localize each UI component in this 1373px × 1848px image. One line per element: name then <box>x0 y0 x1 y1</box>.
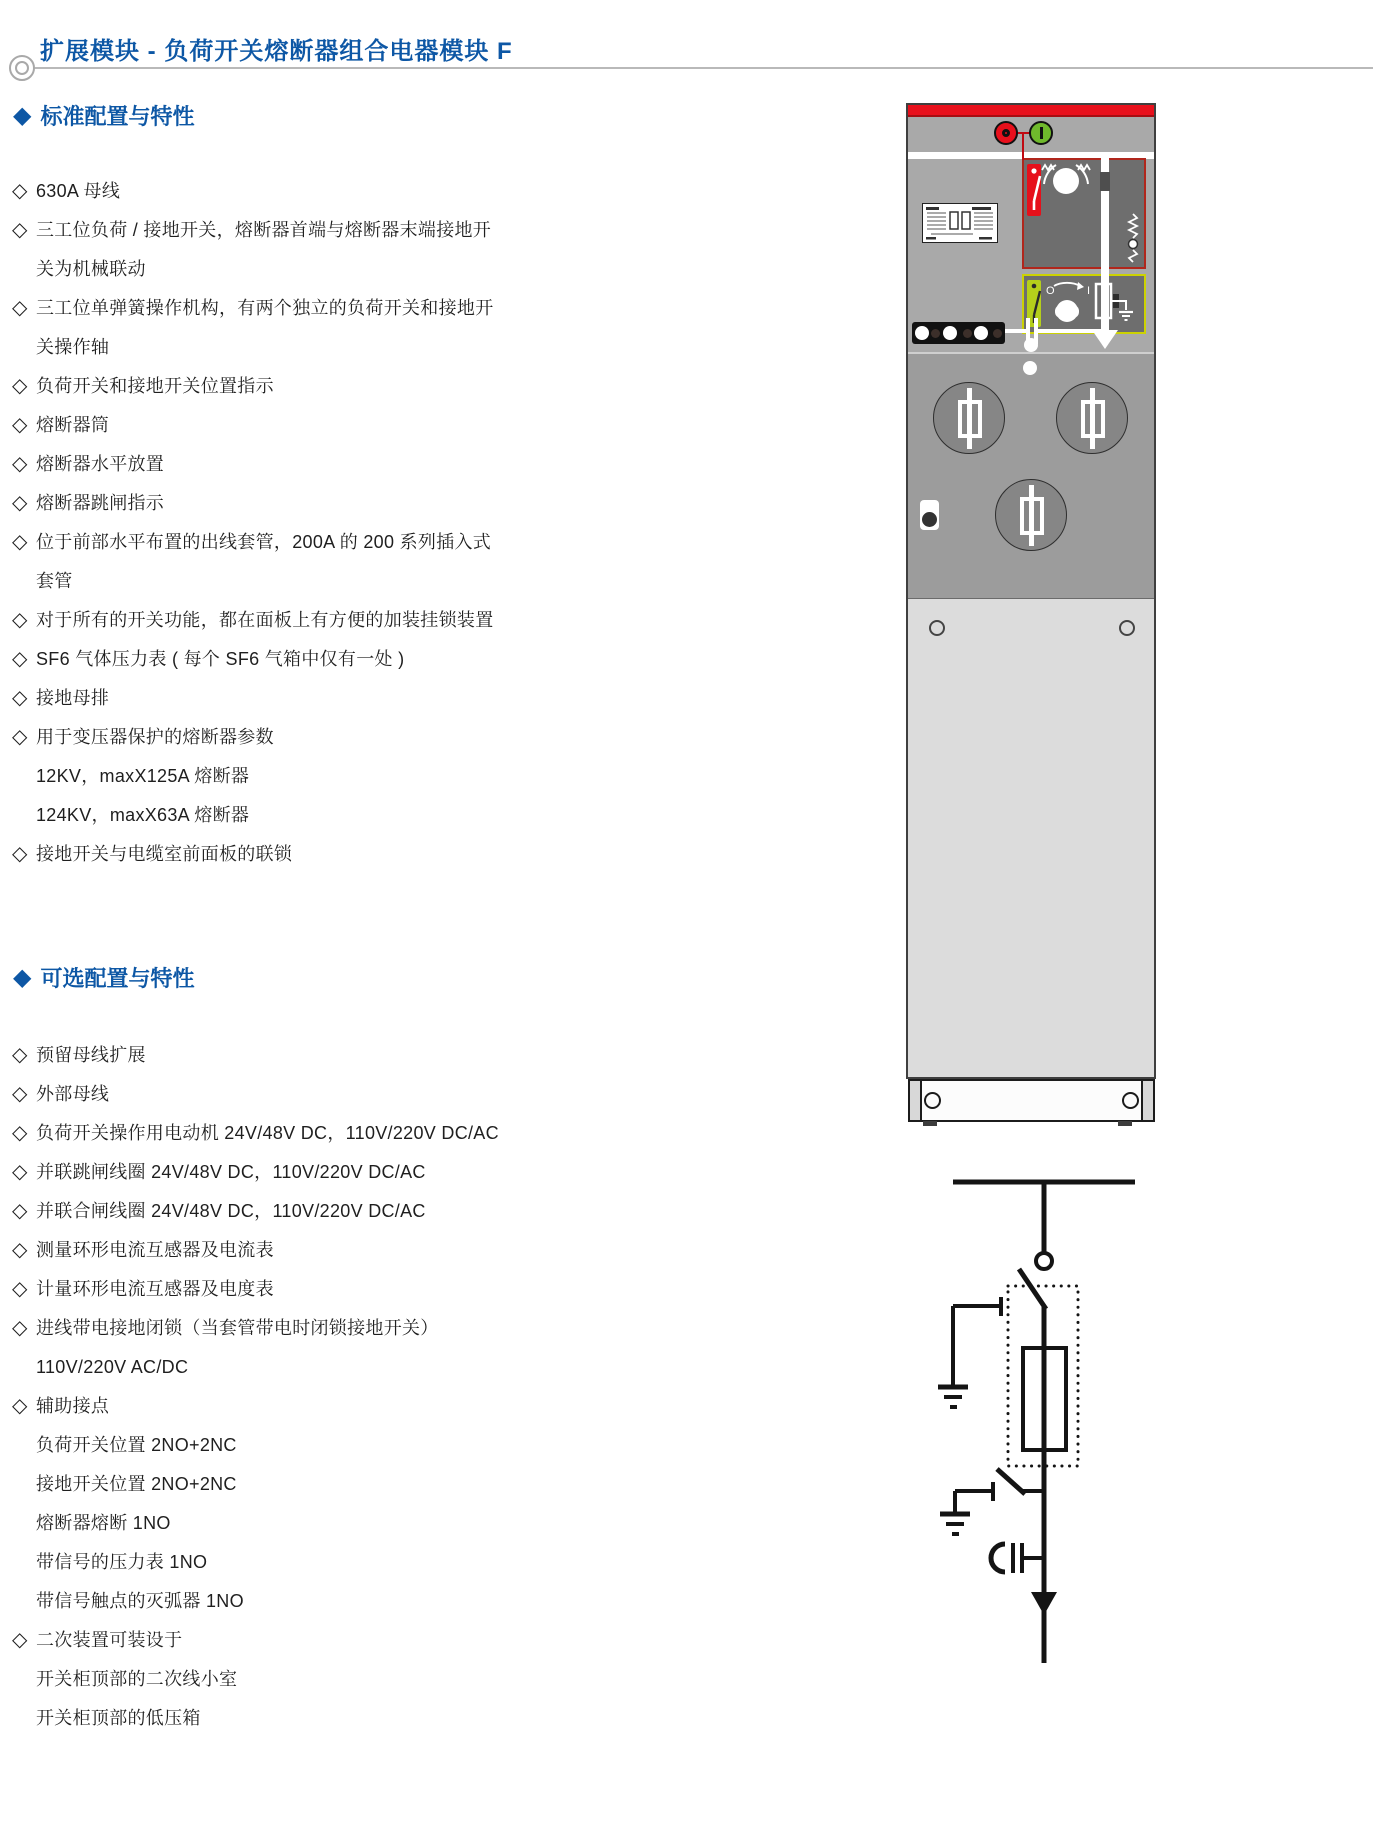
panel-hole <box>1023 361 1037 375</box>
base-right-foot <box>1141 1081 1153 1120</box>
list-item <box>12 1153 612 1192</box>
diamond-bullet <box>12 328 36 367</box>
list-item-text: 熔断器跳闸指示 <box>36 493 165 513</box>
single-line-circuit-diagram <box>930 1175 1160 1670</box>
list-item <box>12 640 612 679</box>
diamond-bullet <box>12 562 36 601</box>
list-item <box>12 757 612 796</box>
bushing-bolt-icon <box>963 329 972 338</box>
standard-feature-list <box>12 172 612 874</box>
diamond-bullet: ◇ <box>12 1161 28 1183</box>
base-hole-icon <box>924 1092 941 1109</box>
list-item <box>12 1270 612 1309</box>
list-item <box>12 1192 612 1231</box>
list-item-text: 套管 <box>36 571 73 591</box>
section-heading-text: 可选配置与特性 <box>40 966 195 991</box>
list-item <box>12 1465 612 1504</box>
diamond-bullet: ◇ <box>12 726 28 748</box>
list-item <box>12 211 612 250</box>
filled-diamond-icon: ◆ <box>13 964 32 991</box>
cabinet-red-top-bar <box>906 103 1156 117</box>
section-heading-standard <box>13 100 194 131</box>
diamond-bullet <box>12 1582 36 1621</box>
operating-shaft-hole <box>1053 168 1079 194</box>
filled-diamond-icon: ◆ <box>13 102 32 129</box>
list-item-text: 用于变压器保护的熔断器参数 <box>36 727 274 747</box>
list-item-text: 开关柜顶部的二次线小室 <box>36 1669 238 1689</box>
header-rule <box>30 67 1373 69</box>
list-item <box>12 1699 612 1738</box>
list-item <box>12 445 612 484</box>
diamond-bullet <box>12 1348 36 1387</box>
busbar-joint-marker <box>1100 172 1110 191</box>
close-pushbutton-bar <box>1040 127 1043 139</box>
cabinet-fuse-compartment <box>906 352 1156 598</box>
diamond-bullet: ◇ <box>12 843 28 865</box>
diamond-bullet: ◇ <box>12 492 28 514</box>
list-item-text: 开关柜顶部的低压箱 <box>36 1708 201 1728</box>
list-item-text: 124KV，maxX63A 熔断器 <box>36 805 250 825</box>
diamond-bullet: ◇ <box>12 1200 28 1222</box>
list-item-text: 进线带电接地闭锁（当套管带电时闭锁接地开关） <box>36 1318 439 1338</box>
list-item-text: 二次装置可装设于 <box>36 1630 183 1650</box>
list-item <box>12 562 612 601</box>
diamond-bullet: ◇ <box>12 1239 28 1261</box>
list-item <box>12 1621 612 1660</box>
load-break-switch-blade <box>1019 1269 1046 1309</box>
diamond-bullet: ◇ <box>12 687 28 709</box>
diamond-bullet: ◇ <box>12 219 28 241</box>
list-item <box>12 1426 612 1465</box>
rating-plate <box>922 203 998 243</box>
list-item-text: 计量环形电流互感器及电度表 <box>36 1279 274 1299</box>
list-item <box>12 1075 612 1114</box>
cabinet-lower-door <box>906 598 1156 1079</box>
diamond-bullet: ◇ <box>12 531 28 553</box>
earth-open-label: O <box>1046 285 1055 297</box>
list-item-text: 12KV，maxX125A 熔断器 <box>36 766 250 786</box>
list-item <box>12 1582 612 1621</box>
list-item <box>12 250 612 289</box>
list-item-text: 接地母排 <box>36 688 110 708</box>
voltage-indicator-dot <box>1024 338 1038 352</box>
diamond-bullet: ◇ <box>12 609 28 631</box>
switch-mimic-panel <box>1023 159 1145 268</box>
diamond-bullet: ◇ <box>12 1317 28 1339</box>
list-item <box>12 484 612 523</box>
optional-feature-list <box>12 1036 612 1738</box>
list-item <box>12 679 612 718</box>
base-hole-icon <box>1122 1092 1139 1109</box>
list-item <box>12 1231 612 1270</box>
bushing-icon <box>943 326 957 340</box>
cable-bushing-row <box>912 322 1005 344</box>
diamond-bullet: ◇ <box>12 297 28 319</box>
list-item-text: 接地开关与电缆室前面板的联锁 <box>36 844 293 864</box>
diamond-bullet <box>12 1465 36 1504</box>
list-item-text: 并联合闸线圈 24V/48V DC，110V/220V DC/AC <box>36 1201 426 1221</box>
list-item-text: 对于所有的开关功能，都在面板上有方便的加装挂锁装置 <box>36 610 494 630</box>
list-item <box>12 796 612 835</box>
list-item-text: 辅助接点 <box>36 1396 110 1416</box>
list-item-text: 关为机械联动 <box>36 259 146 279</box>
close-pushbutton-icon <box>1029 121 1053 145</box>
diamond-bullet: ◇ <box>12 414 28 436</box>
bushing-bolt-icon <box>931 329 940 338</box>
earth-close-label: I <box>1087 285 1091 297</box>
list-item-text: 熔断器熔断 1NO <box>36 1513 171 1533</box>
list-item <box>12 1543 612 1582</box>
list-item <box>12 1387 612 1426</box>
pushbutton-drop-line <box>1022 133 1024 160</box>
diamond-bullet <box>12 1660 36 1699</box>
list-item-text: 三工位负荷 / 接地开关，熔断器首端与熔断器末端接地开 <box>36 220 492 240</box>
list-item-text: 110V/220V AC/DC <box>36 1357 189 1377</box>
earthing-switch-blade <box>997 1469 1025 1494</box>
list-item <box>12 1348 612 1387</box>
list-item <box>12 289 612 328</box>
diamond-bullet <box>12 1504 36 1543</box>
list-item <box>12 172 612 211</box>
base-left-foot <box>910 1081 922 1120</box>
cabinet-base <box>908 1079 1155 1122</box>
list-item-text: 负荷开关和接地开关位置指示 <box>36 376 274 396</box>
list-item-text: 预留母线扩展 <box>36 1045 146 1065</box>
diamond-bullet: ◇ <box>12 1122 28 1144</box>
door-screw-icon <box>1119 620 1135 636</box>
fuse-canister-right <box>1056 382 1128 454</box>
diamond-bullet: ◇ <box>12 1083 28 1105</box>
diamond-bullet: ◇ <box>12 1278 28 1300</box>
rating-plate-diagram <box>923 204 997 242</box>
bushing-icon <box>974 326 988 340</box>
bushing-icon <box>915 326 929 340</box>
switchgear-cabinet-illustration <box>906 103 1156 1079</box>
list-item-text: 熔断器筒 <box>36 415 110 435</box>
diamond-bullet: ◇ <box>12 1044 28 1066</box>
fuse-canister-bottom <box>995 479 1067 551</box>
list-item-text: SF6 气体压力表 ( 每个 SF6 气箱中仅有一处 ) <box>36 649 405 669</box>
list-item-text: 带信号的压力表 1NO <box>36 1552 208 1572</box>
open-pushbutton-ring <box>1002 129 1010 137</box>
voltage-indicator-arc <box>991 1544 1005 1572</box>
diamond-bullet <box>12 1699 36 1738</box>
trip-indicator <box>920 500 939 530</box>
fuse-symbol-rect <box>1020 497 1044 535</box>
list-item-text: 三工位单弹簧操作机构，有两个独立的负荷开关和接地开 <box>36 298 494 318</box>
list-item <box>12 367 612 406</box>
base-tab <box>1118 1121 1132 1126</box>
diamond-bullet: ◇ <box>12 180 28 202</box>
diamond-bullet <box>12 796 36 835</box>
cable-connect-line <box>1038 329 1102 333</box>
list-item <box>12 1309 612 1348</box>
section-heading-optional <box>13 962 194 993</box>
section-heading-text: 标准配置与特性 <box>40 104 195 129</box>
list-item <box>12 1660 612 1699</box>
fuse-symbol-rect <box>1081 400 1105 438</box>
diamond-bullet <box>12 757 36 796</box>
diamond-bullet: ◇ <box>12 648 28 670</box>
earth-shaft-hole <box>1056 300 1078 322</box>
list-item-text: 外部母线 <box>36 1084 110 1104</box>
list-item-text: 负荷开关操作用电动机 24V/48V DC，110V/220V DC/AC <box>36 1123 499 1143</box>
list-item <box>12 718 612 757</box>
cable-arrow-symbol <box>1031 1592 1057 1615</box>
list-item-text: 熔断器水平放置 <box>36 454 165 474</box>
diamond-bullet <box>12 250 36 289</box>
diamond-bullet <box>12 1543 36 1582</box>
diamond-bullet <box>12 1426 36 1465</box>
ring-ornament-inner-icon <box>15 61 29 75</box>
trip-indicator-dot <box>922 512 937 527</box>
diamond-bullet: ◇ <box>12 453 28 475</box>
diamond-bullet: ◇ <box>12 1629 28 1651</box>
list-item-text: 负荷开关位置 2NO+2NC <box>36 1435 237 1455</box>
list-item-text: 630A 母线 <box>36 181 121 201</box>
list-item <box>12 1036 612 1075</box>
list-item <box>12 1114 612 1153</box>
isolating-contact-symbol <box>1036 1253 1052 1269</box>
base-tab <box>923 1121 937 1126</box>
list-item <box>12 406 612 445</box>
list-item <box>12 835 612 874</box>
list-item-text: 带信号触点的灭弧器 1NO <box>36 1591 244 1611</box>
open-pushbutton-icon <box>994 121 1018 145</box>
page-title: 扩展模块 - 负荷开关熔断器组合电器模块 F <box>40 38 513 65</box>
list-item <box>12 601 612 640</box>
bushing-bolt-icon <box>993 329 1002 338</box>
list-item-text: 并联跳闸线圈 24V/48V DC，110V/220V DC/AC <box>36 1162 426 1182</box>
cable-connect-line <box>1005 329 1027 333</box>
diamond-bullet: ◇ <box>12 375 28 397</box>
list-item-text: 关操作轴 <box>36 337 110 357</box>
list-item <box>12 328 612 367</box>
mimic-diagram-panel <box>1022 158 1147 336</box>
list-item-text: 测量环形电流互感器及电流表 <box>36 1240 274 1260</box>
fuse-canister-left <box>933 382 1005 454</box>
list-item-text: 接地开关位置 2NO+2NC <box>36 1474 237 1494</box>
list-item-text: 位于前部水平布置的出线套管，200A 的 200 系列插入式 <box>36 532 492 552</box>
list-item <box>12 1504 612 1543</box>
fuse-symbol-rect <box>958 400 982 438</box>
diamond-bullet: ◇ <box>12 1395 28 1417</box>
door-screw-icon <box>929 620 945 636</box>
list-item <box>12 523 612 562</box>
